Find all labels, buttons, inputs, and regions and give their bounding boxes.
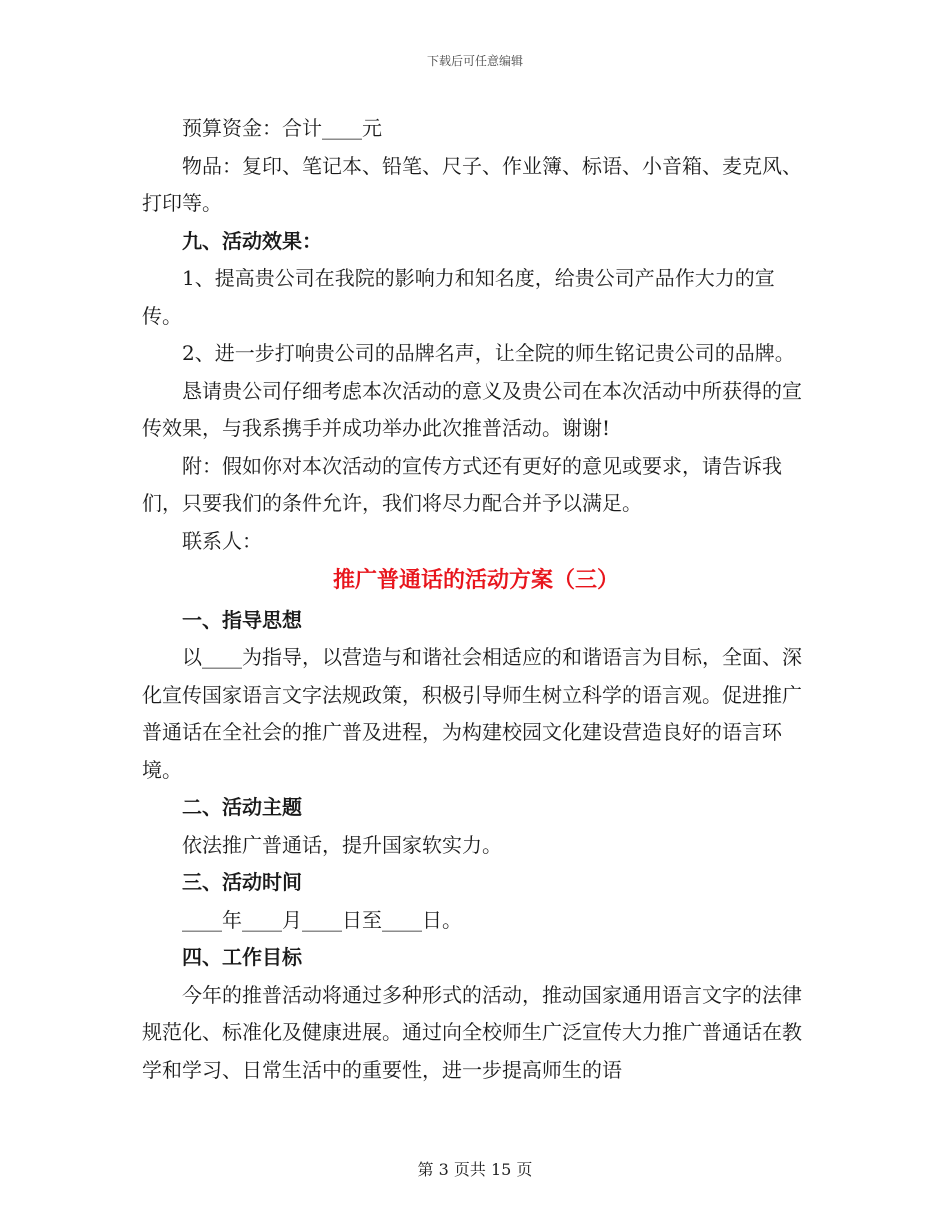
items-paragraph: 物品：复印、笔记本、铅笔、尺子、作业簿、标语、小音箱、麦克风、打印等。: [142, 153, 802, 215]
effect-1-paragraph: 1、提高贵公司在我院的影响力和知名度，给贵公司产品作大力的宣传。: [142, 266, 775, 328]
section-2-body: 依法推广普通话，提升国家软实力。: [182, 832, 502, 857]
note-paragraph: 附：假如你对本次活动的宣传方式还有更好的意见或要求，请告诉我们，只要我们的条件允许，我们将尽力配合并予以满足。: [142, 453, 782, 515]
document-title: 推广普通话的活动方案（三）: [332, 567, 619, 593]
section-4-heading: 四、工作目标: [182, 945, 302, 969]
section-4-body: 今年的推普活动将通过多种形式的活动，推动国家通用语言文字的法律规范化、标准化及健康进展。通过向全校师生广泛宣传大力推广普通话在教学和学习、日常生活中的重要性，进一步提高师生的语: [142, 982, 802, 1082]
section-3-body: ____年____月____日至____日。: [182, 907, 462, 932]
budget-paragraph: 预算资金：合计____元: [182, 116, 382, 140]
section-1-body: 以____为指导，以营造与和谐社会相适应的和谐语言为目标，全面、深化宣传国家语言文字法规政策，积极引导师生树立科学的语言观。促进推广普通话在全社会的推广普及进程，为构建校园文化建设营造良好的语言环境。: [142, 645, 802, 782]
section-2-heading: 二、活动主题: [182, 795, 302, 819]
request-paragraph: 恳请贵公司仔细考虑本次活动的意义及贵公司在本次活动中所获得的宣传效果，与我系携手并成功举办此次推普活动。谢谢!: [142, 378, 802, 440]
section-9-heading: 九、活动效果：: [182, 228, 322, 253]
section-1-heading: 一、指导思想: [182, 607, 302, 632]
page-footer: 第 3 页共 15 页: [417, 1160, 533, 1179]
contact-paragraph: 联系人：: [182, 528, 262, 553]
document-body: [142, 110, 810, 1089]
effect-2-paragraph: 2、进一步打响贵公司的品牌名声，让全院的师生铭记贵公司的品牌。: [182, 341, 795, 365]
page-header: 下载后可任意编辑: [426, 54, 523, 68]
section-3-heading: 三、活动时间: [182, 870, 302, 894]
